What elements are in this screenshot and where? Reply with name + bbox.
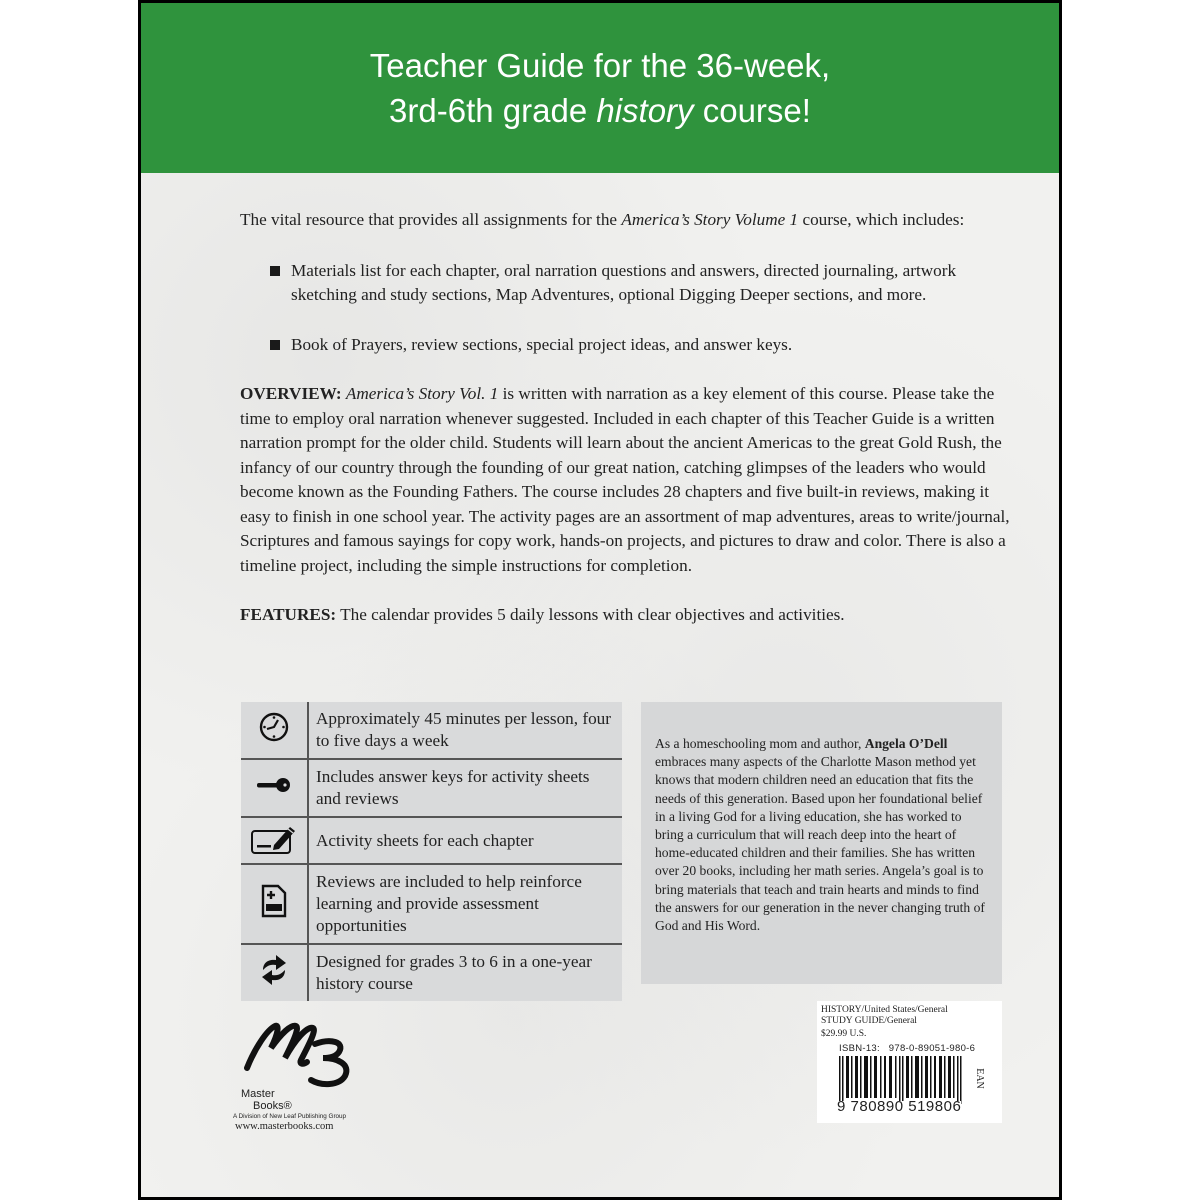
features-label: FEATURES:: [240, 605, 337, 624]
barcode-panel: [817, 1001, 1002, 1123]
bio-text: embraces many aspects of the Charlotte Mason method yet knows that modern children need an education that fits the needs of this generation. Based upon her foundational belief in a living God for a living education, she has worked to bring a curriculum that will reach deep into the heart of home-educated children and their families. She has written over 20 books, including her math series. Angela’s goal is to bring materials that teach and train hearts and minds to find the answers for our generation in the never changing truth of God and His Word.: [655, 754, 985, 934]
feature-row: [241, 944, 622, 1001]
feature-row: [241, 759, 622, 817]
bio-text: As a homeschooling mom and author,: [655, 736, 865, 751]
isbn-line: [839, 1043, 975, 1054]
features-text: The calendar provides 5 daily lessons with clear objectives and activities.: [336, 605, 845, 624]
publisher-division: A Division of New Leaf Publishing Group: [233, 1113, 347, 1120]
author-name: Angela O’Dell: [864, 736, 948, 751]
document-plus-minus-icon: [241, 864, 308, 944]
headline-banner: [141, 3, 1059, 173]
bisac-categories: [821, 1005, 948, 1027]
book-back-cover: [138, 0, 1062, 1200]
publisher-name: Books®: [253, 1100, 292, 1112]
course-title: America’s Story Volume 1: [621, 210, 799, 229]
intro-text: course, which includes:: [798, 210, 965, 229]
category-text: STUDY GUIDE/General: [821, 1016, 917, 1026]
headline-line-1: Teacher Guide for the 36-week,: [369, 47, 831, 84]
publisher-logo: [233, 1018, 373, 1138]
price-text: $29.99 U.S.: [821, 1029, 867, 1039]
barcode-icon: [837, 1056, 965, 1104]
feature-text: Includes answer keys for activity sheets and reviews: [308, 759, 622, 817]
overview-paragraph: [240, 382, 1010, 578]
feature-row: [241, 702, 622, 759]
description-body: [240, 208, 1010, 628]
list-item: Book of Prayers, review sections, special project ideas, and answer keys.: [270, 333, 1010, 358]
feature-row: [241, 864, 622, 944]
refresh-arrows-icon: [241, 944, 308, 1001]
clock-icon: [241, 702, 308, 759]
intro-text: The vital resource that provides all assignments for the: [240, 210, 622, 229]
overview-label: OVERVIEW:: [240, 384, 342, 403]
isbn-label: ISBN-13:: [839, 1043, 880, 1054]
key-icon: [241, 759, 308, 817]
isbn-number: 978-0-89051-980-6: [888, 1043, 976, 1054]
headline-text: course!: [693, 92, 811, 129]
feature-text: Reviews are included to help reinforce learning and provide assessment opportunities: [308, 864, 622, 944]
ean-number: 9 780890 519806: [837, 1098, 962, 1115]
features-paragraph: [240, 603, 1010, 628]
feature-text: Designed for grades 3 to 6 in a one-year history course: [316, 952, 592, 993]
headline-text: 3rd-6th grade: [389, 92, 597, 129]
ean-label: EAN: [973, 1068, 985, 1089]
mb-monogram-icon: [241, 1018, 371, 1098]
category-text: HISTORY/United States/General: [821, 1005, 948, 1015]
headline-italic: history: [596, 92, 694, 129]
overview-text: is written with narration as a key element of this course. Please take the time to employ oral narration whenever suggested. Included in each chapter of this Teacher Guide is a written narration prompt for the older child. Students will learn about the ancient Americas to the great Gold Rush, the infancy of our country through the founding of our great nation, catching glimpses of the leaders who would become known as the Founding Fathers. The course includes 28 chapters and five built-in reviews, making it easy to finish in one school year. The activity pages are an assortment of map adventures, areas to write/journal, Scriptures and famous sayings for copy work, hands-on projects, and pictures to draw and color. There is also a timeline project, including the simple instructions for completion.: [240, 384, 1010, 575]
list-item: Materials list for each chapter, oral narration questions and answers, directed journaling, artwork sketching and study sections, Map Adventures, optional Digging Deeper sections, and more.: [270, 259, 1010, 308]
feature-row: [241, 817, 622, 864]
intro-paragraph: [240, 208, 1010, 233]
publisher-name: Master: [241, 1088, 275, 1100]
author-bio-panel: [641, 702, 1002, 984]
headline-line-2: [389, 88, 811, 133]
feature-text: Approximately 45 minutes per lesson, four to five days a week: [308, 702, 622, 759]
feature-text: Activity sheets for each chapter: [308, 817, 622, 864]
pencil-sheet-icon: [241, 817, 308, 864]
includes-list: [240, 259, 1010, 358]
features-table: [241, 702, 622, 1001]
course-title: America’s Story Vol. 1: [345, 384, 499, 403]
publisher-website-link[interactable]: www.masterbooks.com: [235, 1121, 334, 1132]
